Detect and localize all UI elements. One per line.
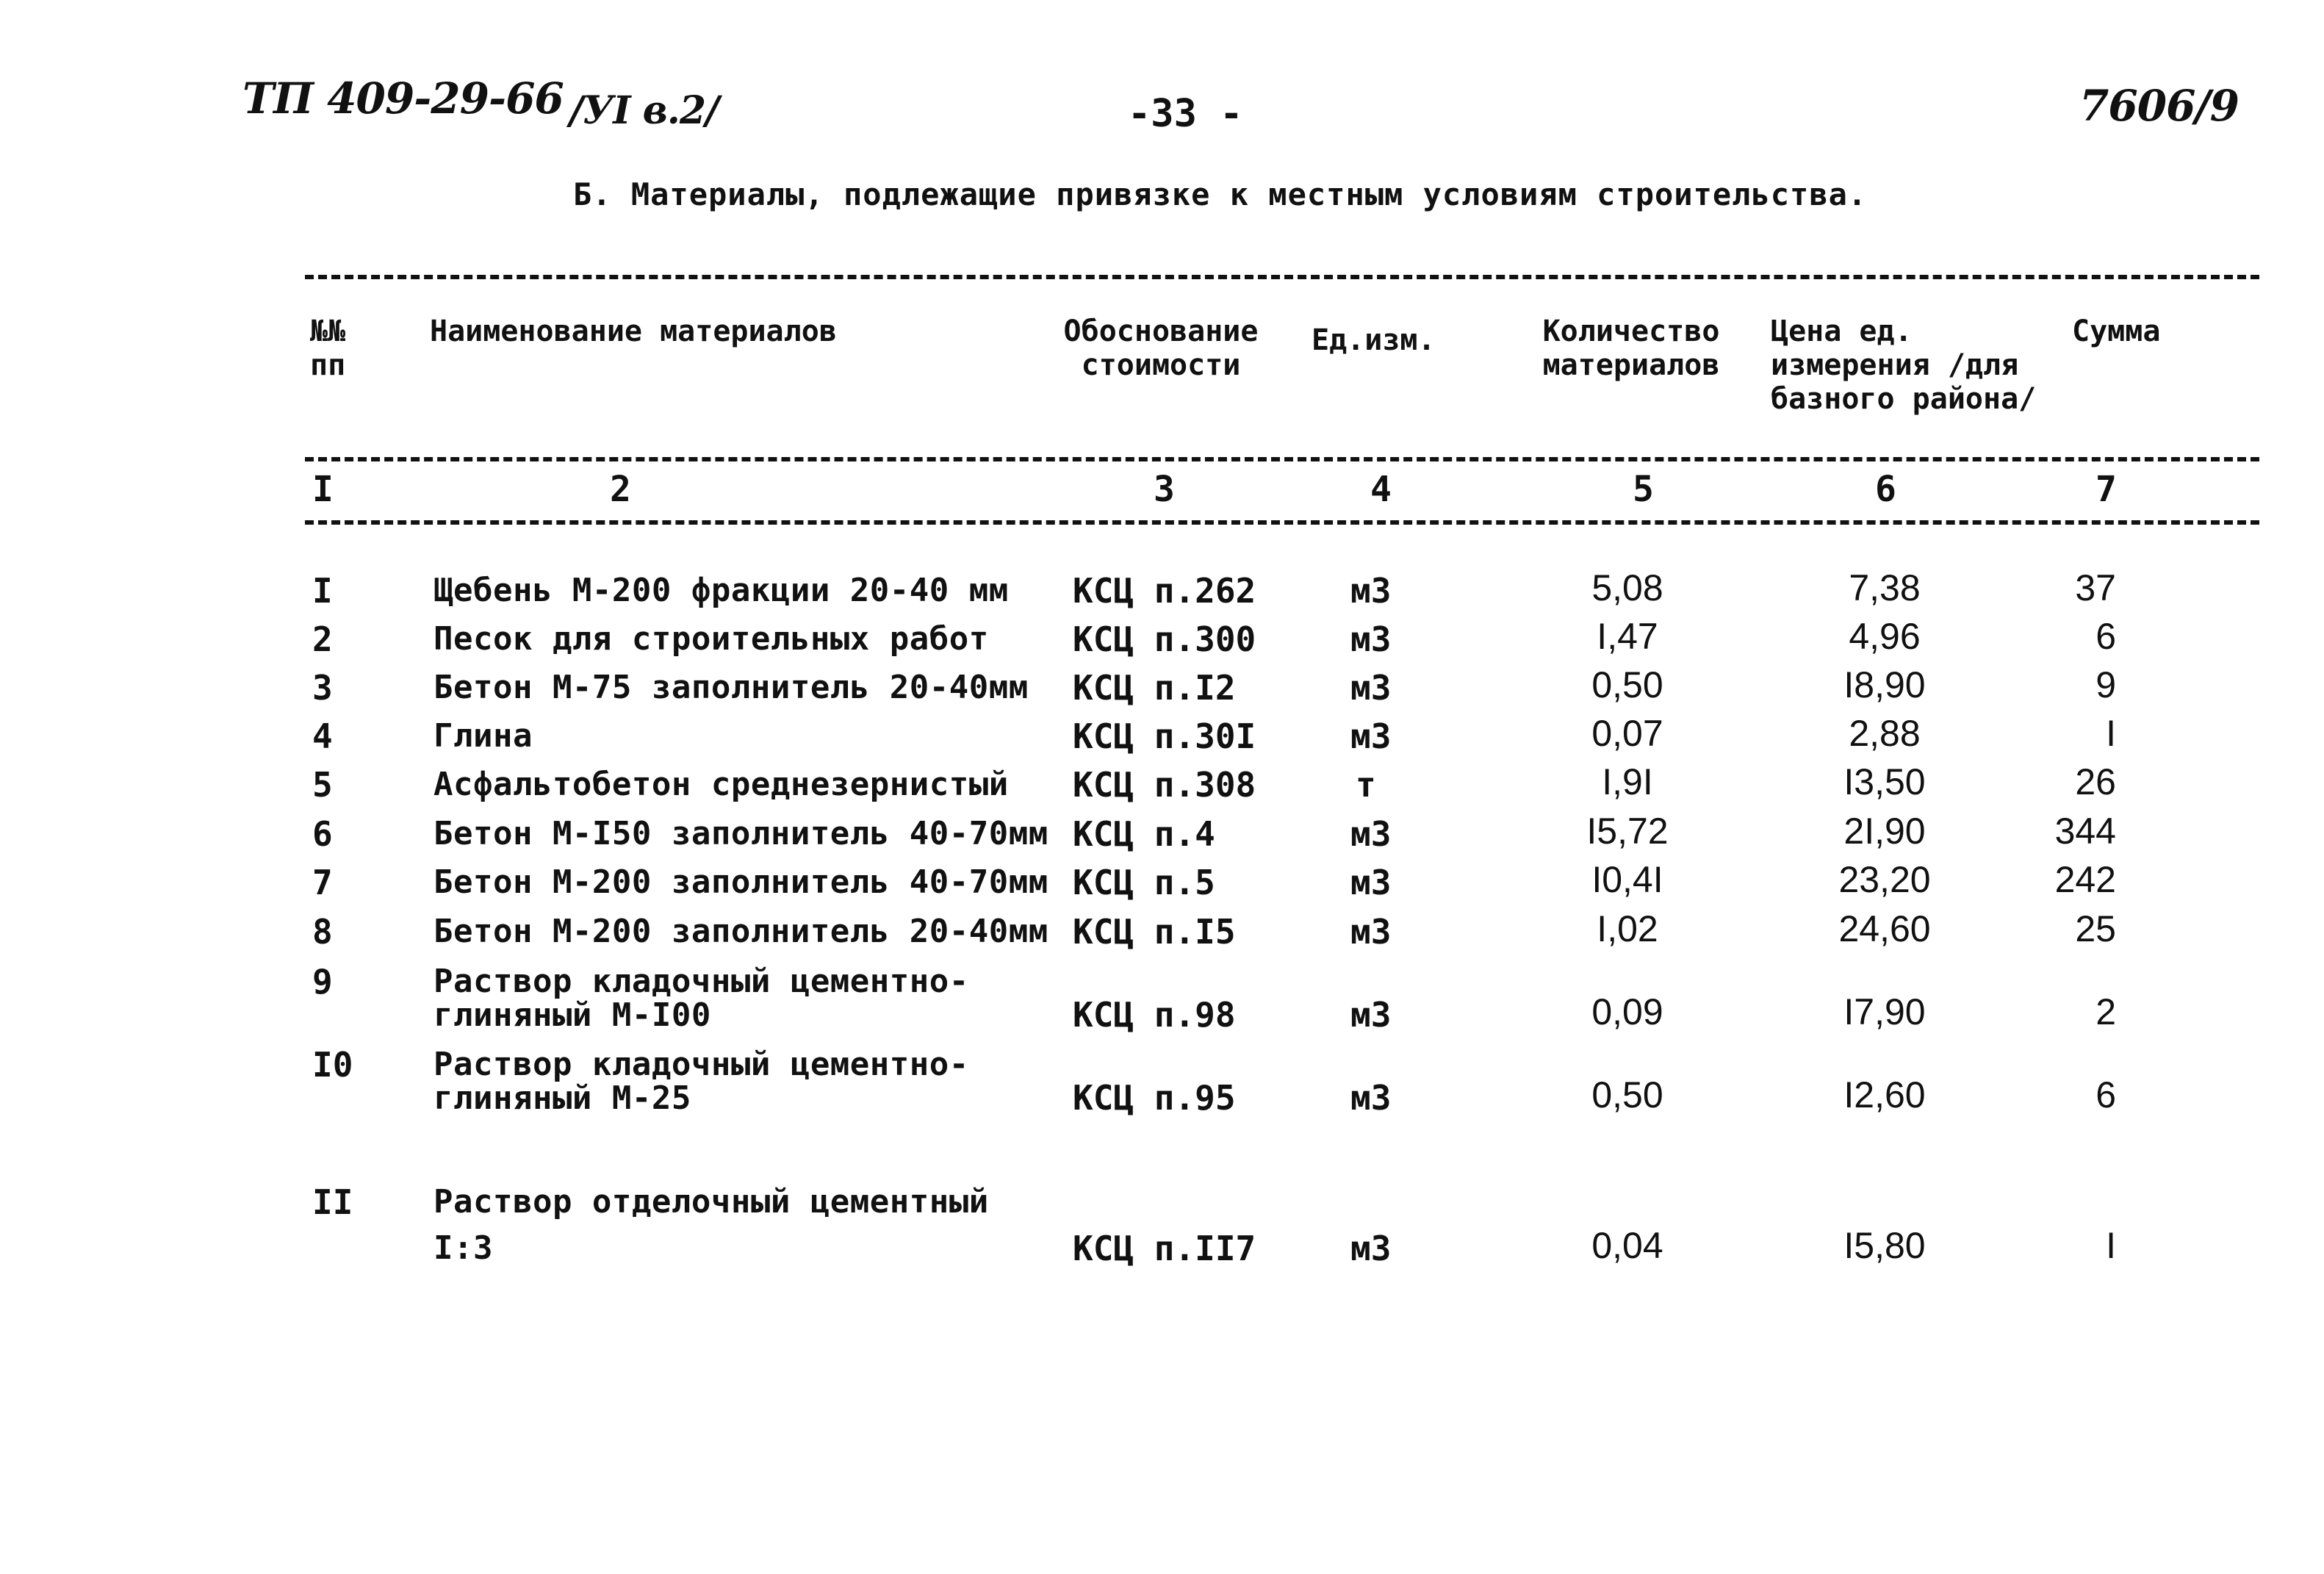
column-number: 5: [1633, 469, 1654, 510]
material-name: Бетон М-I50 заполнитель 40-70мм: [433, 815, 1048, 852]
material-name: Раствор кладочный цементно-: [433, 1046, 969, 1083]
header-cell-unit: Ед.изм.: [1312, 323, 1436, 357]
row-number: 2: [312, 619, 333, 659]
unit: м3: [1350, 995, 1392, 1035]
unit: м3: [1350, 619, 1392, 659]
quantity: 0,07: [1591, 713, 1663, 754]
column-number: 6: [1875, 469, 1896, 510]
material-name: Песок для строительных работ: [433, 620, 989, 658]
price-basis: КСЦ п.308: [1073, 765, 1256, 805]
column-number: 2: [610, 469, 631, 510]
sum: I: [2106, 1225, 2116, 1266]
quantity: I,47: [1597, 616, 1658, 657]
material-name-continued: глиняный М-I00: [433, 996, 711, 1034]
unit-price: I8,90: [1843, 664, 1926, 705]
sum: I: [2106, 713, 2116, 754]
sum: 37: [2075, 567, 2116, 608]
sum: 6: [2095, 1074, 2116, 1115]
row-number: 9: [312, 962, 333, 1002]
sum: 9: [2095, 664, 2116, 705]
row-number: 8: [312, 912, 333, 952]
quantity: 0,09: [1591, 991, 1663, 1032]
section-title: Б. Материалы, подлежащие привязке к местным условиям строительства.: [573, 176, 1868, 212]
header-cell-price: Цена ед. измерения /для базного района/: [1771, 315, 2037, 416]
unit-price: 4,96: [1849, 616, 1921, 657]
unit: м3: [1350, 571, 1392, 611]
material-name: Раствор отделочный цементный: [433, 1183, 989, 1221]
unit-price: I3,50: [1843, 761, 1926, 802]
document-code: ТП 409-29-66: [242, 73, 564, 123]
row-number: II: [312, 1182, 353, 1222]
sum: 6: [2095, 616, 2116, 657]
sum: 26: [2075, 761, 2116, 802]
unit-price: 23,20: [1838, 859, 1931, 900]
row-number: 3: [312, 668, 333, 708]
header-cell-name: Наименование материалов: [430, 315, 837, 348]
material-name: Глина: [433, 717, 533, 755]
quantity: 0,50: [1591, 664, 1663, 705]
material-name: Раствор кладочный цементно-: [433, 963, 969, 1000]
sum: 2: [2095, 991, 2116, 1032]
quantity: 0,04: [1591, 1225, 1663, 1266]
sheet-number: 7606/9: [2079, 81, 2239, 131]
unit: м3: [1350, 1229, 1392, 1268]
unit-price: 2,88: [1849, 713, 1921, 754]
page-number: -33 -: [1128, 92, 1243, 136]
unit-price: 2I,90: [1843, 811, 1926, 852]
unit-price: 7,38: [1849, 567, 1921, 608]
unit-price: I2,60: [1843, 1074, 1926, 1115]
row-number: I0: [312, 1045, 353, 1085]
price-basis: КСЦ п.4: [1073, 814, 1215, 854]
unit: м3: [1350, 814, 1392, 854]
header-cell-number: №№ пп: [310, 315, 346, 382]
row-number: 5: [312, 765, 333, 805]
unit: м3: [1350, 716, 1392, 756]
quantity: I0,4I: [1591, 859, 1663, 900]
header-cell-sum: Сумма: [2072, 315, 2161, 348]
table-top-rule: [305, 275, 2259, 279]
unit-price: 24,60: [1838, 908, 1931, 949]
material-name: Бетон М-200 заполнитель 40-70мм: [433, 863, 1048, 901]
price-basis: КСЦ п.I2: [1073, 668, 1236, 708]
material-name: Щебень М-200 фракции 20-40 мм: [433, 572, 1009, 609]
price-basis: КСЦ п.II7: [1073, 1229, 1256, 1268]
material-name: Бетон М-75 заполнитель 20-40мм: [433, 669, 1029, 706]
price-basis: КСЦ п.95: [1073, 1078, 1236, 1118]
column-number: I: [312, 469, 334, 510]
price-basis: КСЦ п.5: [1073, 863, 1215, 902]
sum: 242: [2054, 859, 2116, 900]
unit: м3: [1350, 668, 1392, 708]
column-number: 7: [2095, 469, 2117, 510]
sum: 344: [2054, 811, 2116, 852]
row-number: 4: [312, 716, 333, 756]
price-basis: КСЦ п.300: [1073, 619, 1256, 659]
row-number: 6: [312, 814, 333, 854]
price-basis: КСЦ п.30I: [1073, 716, 1256, 756]
unit: т: [1356, 765, 1376, 805]
row-number: 7: [312, 863, 333, 902]
price-basis: КСЦ п.I5: [1073, 912, 1236, 952]
column-number-rule: [305, 520, 2259, 525]
material-name-continued: глиняный М-25: [433, 1079, 691, 1117]
quantity: 0,50: [1591, 1074, 1663, 1115]
sum: 25: [2075, 908, 2116, 949]
price-basis: КСЦ п.98: [1073, 995, 1236, 1035]
row-number: I: [312, 571, 333, 611]
unit: м3: [1350, 1078, 1392, 1118]
material-name: Бетон М-200 заполнитель 20-40мм: [433, 913, 1048, 950]
material-name: Асфальтобетон среднезернистый: [433, 766, 1009, 803]
volume-label: /УI в.2/: [569, 88, 719, 133]
header-cell-basis: Обоснование стоимости: [1063, 315, 1259, 382]
unit-price: I5,80: [1843, 1225, 1926, 1266]
header-divider-rule: [305, 457, 2259, 461]
price-basis: КСЦ п.262: [1073, 571, 1256, 611]
quantity: I5,72: [1586, 811, 1669, 852]
quantity: I,9I: [1602, 761, 1653, 802]
unit: м3: [1350, 863, 1392, 902]
quantity: I,02: [1597, 908, 1658, 949]
unit-price: I7,90: [1843, 991, 1926, 1032]
material-name-continued: I:3: [433, 1229, 493, 1267]
unit: м3: [1350, 912, 1392, 952]
column-number: 4: [1370, 469, 1392, 510]
header-cell-quantity: Количество материалов: [1542, 315, 1720, 382]
quantity: 5,08: [1591, 567, 1663, 608]
column-number: 3: [1154, 469, 1175, 510]
